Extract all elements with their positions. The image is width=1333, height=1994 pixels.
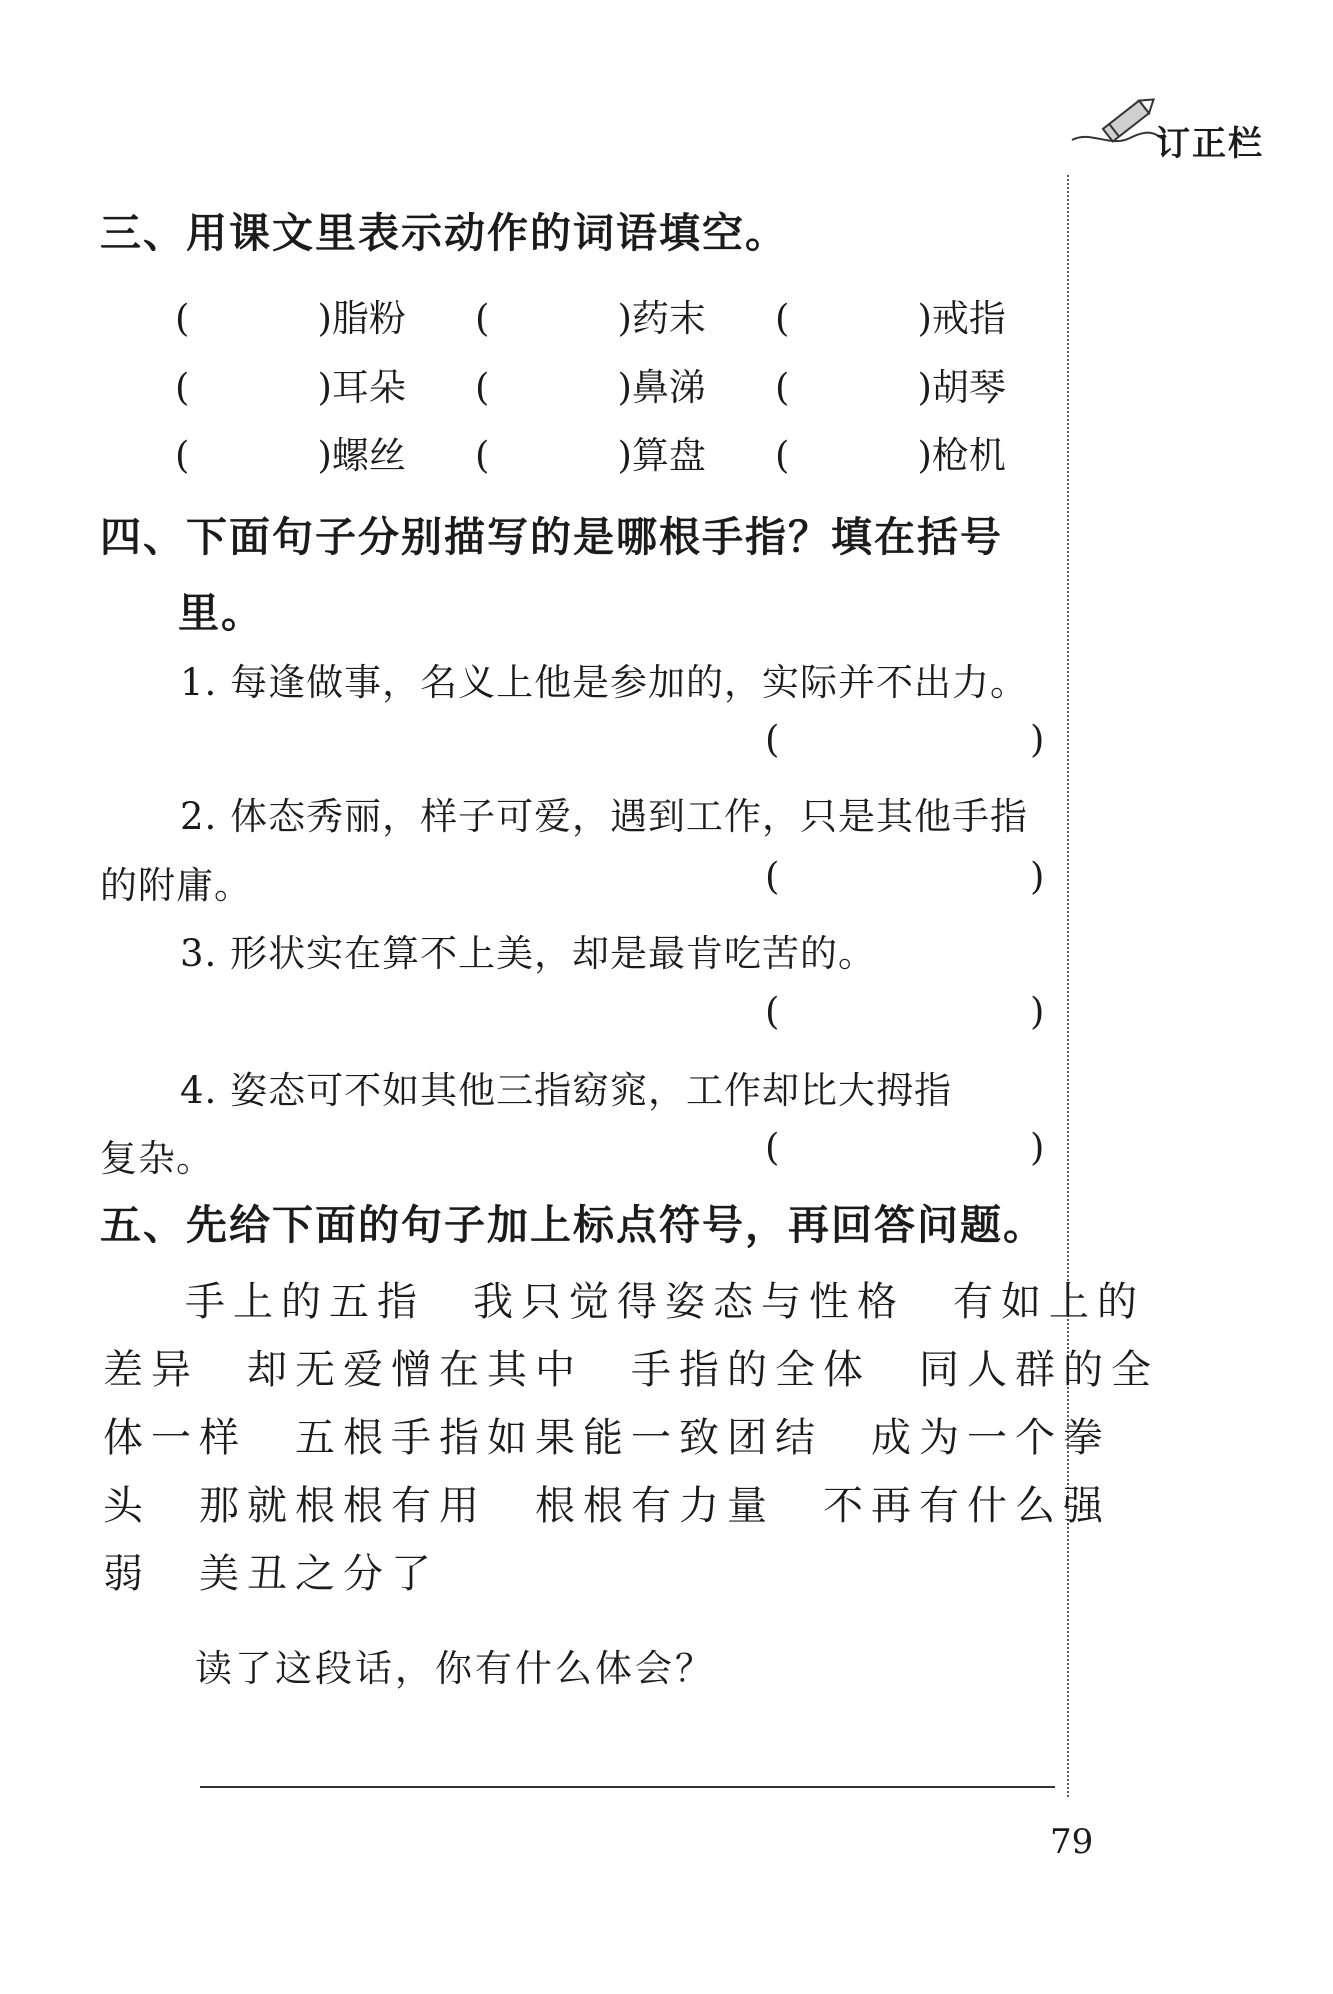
section3-title: 三、用课文里表示动作的词语填空。 <box>100 209 788 257</box>
fill-row-2 <box>175 357 1035 407</box>
fill-item: ( )螺丝 <box>175 434 406 477</box>
answer-blank-3: ( <box>765 990 780 1033</box>
passage-line-5: 弱 美丑之分了 <box>103 1551 439 1597</box>
answer-blank-2: ( <box>765 855 780 898</box>
passage-line-4: 头 那就根根有用 根根有力量 不再有什么强 <box>103 1483 1111 1529</box>
correction-label: 订正栏 <box>1156 124 1264 164</box>
passage-line-1: 手上的五指 我只觉得姿态与性格 有如上的 <box>185 1279 1145 1325</box>
question-2: 2. 体态秀丽，样子可爱，遇到工作，只是其他手指 <box>180 795 1029 838</box>
fill-item: ( )脂粉 <box>175 297 406 340</box>
answer-blank-1: ( <box>765 718 780 761</box>
fill-item: ( )戒指 <box>775 297 1006 340</box>
question-3: 3. 形状实在算不上美，却是最肯吃苦的。 <box>180 932 877 975</box>
page-number: 79 <box>1050 1822 1094 1862</box>
fill-item: ( )枪机 <box>775 434 1006 477</box>
section4-title: 四、下面句子分别描写的是哪根手指？填在括号 <box>100 513 1003 561</box>
fill-item: ( )耳朵 <box>175 366 406 409</box>
section5-title: 五、先给下面的句子加上标点符号，再回答问题。 <box>100 1201 1046 1249</box>
answer-blank-3-close: ) <box>1030 990 1045 1033</box>
passage-line-3: 体一样 五根手指如果能一致团结 成为一个拳 <box>103 1415 1111 1461</box>
question-4: 4. 姿态可不如其他三指窈窕，工作却比大拇指 <box>180 1069 953 1112</box>
answer-blank-4-close: ) <box>1030 1126 1045 1169</box>
passage-line-2: 差异 却无爱憎在其中 手指的全体 同人群的全 <box>103 1347 1159 1393</box>
fill-item: ( )药末 <box>475 297 706 340</box>
question-4-cont: 复杂。 <box>100 1137 214 1180</box>
answer-blank-2-close: ) <box>1030 855 1045 898</box>
section4-title-cont: 里。 <box>178 589 264 637</box>
correction-column-header <box>1068 96 1293 166</box>
fill-item: ( )鼻涕 <box>475 366 706 409</box>
pencil-icon <box>1068 96 1168 156</box>
answer-line[interactable] <box>200 1786 1055 1788</box>
answer-blank-4: ( <box>765 1126 780 1169</box>
question-2-cont: 的附庸。 <box>100 864 252 907</box>
fill-item: ( )算盘 <box>475 434 706 477</box>
reflection-question: 读了这段话，你有什么体会？ <box>195 1647 715 1690</box>
question-1: 1. 每逢做事，名义上他是参加的，实际并不出力。 <box>180 661 1029 704</box>
answer-blank-1-close: ) <box>1030 718 1045 761</box>
margin-divider <box>1067 175 1069 1797</box>
fill-row-1 <box>175 288 1035 338</box>
fill-row-3 <box>175 425 1035 475</box>
fill-item: ( )胡琴 <box>775 366 1006 409</box>
